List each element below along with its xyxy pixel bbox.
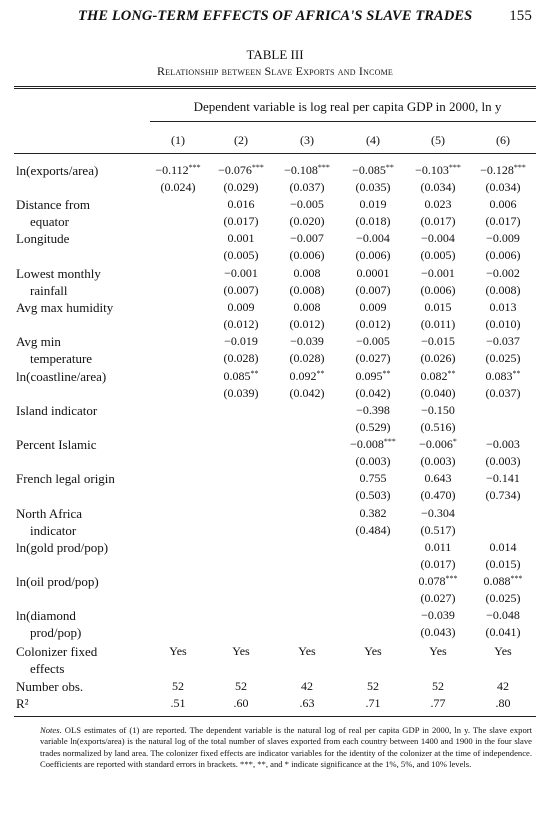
coefficient-cell: 0.0001 xyxy=(356,266,390,280)
coefficient-cell: 0.382 xyxy=(359,506,387,520)
summary-cell: 52 xyxy=(367,679,379,693)
column-header: (2) xyxy=(234,133,248,147)
standard-error-cell: (0.034) xyxy=(420,180,456,194)
coefficient-cell: −0.001 xyxy=(224,266,258,280)
summary-cell: 42 xyxy=(497,679,509,693)
standard-error-cell: (0.029) xyxy=(223,180,259,194)
standard-error-cell: (0.041) xyxy=(485,625,521,639)
standard-error-cell: (0.003) xyxy=(420,454,456,468)
summary-cell: 52 xyxy=(235,679,247,693)
coefficient-cell: −0.009 xyxy=(486,231,520,245)
standard-error-cell: (0.529) xyxy=(355,420,391,434)
row-label: Lowest monthly xyxy=(16,266,101,281)
coefficient-cell: −0.085** xyxy=(352,163,394,177)
standard-error-cell: (0.042) xyxy=(355,386,391,400)
coefficient-cell: −0.398 xyxy=(356,403,390,417)
summary-cell: .77 xyxy=(430,696,446,710)
standard-error-cell: (0.025) xyxy=(485,591,521,605)
column-header: (3) xyxy=(300,133,314,147)
column-header: (4) xyxy=(366,133,380,147)
coefficient-cell: 0.019 xyxy=(359,197,387,211)
standard-error-cell: (0.017) xyxy=(420,557,456,571)
header-rule xyxy=(14,153,536,154)
summary-cell: .71 xyxy=(365,696,381,710)
standard-error-cell: (0.006) xyxy=(485,248,521,262)
standard-error-cell: (0.037) xyxy=(485,386,521,400)
coefficient-cell: −0.128*** xyxy=(480,163,526,177)
standard-error-cell: (0.007) xyxy=(223,283,259,297)
notes-text: OLS estimates of (1) are reported. The dependent variable is the natural log of real per capita GDP in 2000, ln y. The slave export variable ln(exports/area) is the natural log of the total number of slaves exported from each country between 1400 and 1900 in the four slave trades normalized by land area. The colonizer fixed effects are indicator variables for the identity of the colonizer at the time of independence. Coefficients are reported with standard errors in brackets. ***, **, and * indicate significance at the 1%, 5%, and 10% levels. xyxy=(40,725,532,769)
coefficient-cell: −0.039 xyxy=(290,334,324,348)
standard-error-cell: (0.517) xyxy=(420,523,456,537)
coefficient-cell: 0.008 xyxy=(293,300,321,314)
coefficient-cell: 0.082** xyxy=(420,369,456,383)
column-header: (5) xyxy=(431,133,445,147)
standard-error-cell: (0.034) xyxy=(485,180,521,194)
standard-error-cell: (0.005) xyxy=(420,248,456,262)
row-label: Avg max humidity xyxy=(16,300,114,315)
standard-error-cell: (0.006) xyxy=(355,248,391,262)
standard-error-cell: (0.012) xyxy=(289,317,325,331)
coefficient-cell: −0.003 xyxy=(486,437,520,451)
coefficient-cell: −0.006* xyxy=(419,437,457,451)
coefficient-cell: 0.092** xyxy=(289,369,325,383)
coefficient-cell: −0.019 xyxy=(224,334,258,348)
standard-error-cell: (0.470) xyxy=(420,488,456,502)
standard-error-cell: (0.003) xyxy=(485,454,521,468)
coefficient-cell: 0.001 xyxy=(227,231,255,245)
row-label: Colonizer fixed xyxy=(16,644,98,659)
standard-error-cell: (0.012) xyxy=(355,317,391,331)
coefficient-cell: −0.039 xyxy=(421,608,455,622)
summary-cell: Yes xyxy=(494,644,512,658)
summary-cell: Yes xyxy=(298,644,316,658)
coefficient-cell: −0.150 xyxy=(421,403,455,417)
standard-error-cell: (0.042) xyxy=(289,386,325,400)
coefficient-cell: −0.001 xyxy=(421,266,455,280)
coefficient-cell: 0.011 xyxy=(424,540,452,554)
row-label: rainfall xyxy=(30,283,68,298)
coefficient-cell: 0.088*** xyxy=(483,574,523,588)
standard-error-cell: (0.026) xyxy=(420,351,456,365)
standard-error-cell: (0.035) xyxy=(355,180,391,194)
standard-error-cell: (0.018) xyxy=(355,214,391,228)
coefficient-cell: −0.008*** xyxy=(350,437,396,451)
standard-error-cell: (0.516) xyxy=(420,420,456,434)
summary-cell: .60 xyxy=(233,696,249,710)
standard-error-cell: (0.017) xyxy=(223,214,259,228)
coefficient-cell: −0.007 xyxy=(290,231,324,245)
standard-error-cell: (0.017) xyxy=(485,214,521,228)
standard-error-cell: (0.027) xyxy=(420,591,456,605)
standard-error-cell: (0.734) xyxy=(485,488,521,502)
coefficient-cell: −0.005 xyxy=(356,334,390,348)
standard-error-cell: (0.017) xyxy=(420,214,456,228)
top-rule xyxy=(14,86,536,89)
coefficient-cell: 0.095** xyxy=(355,369,391,383)
coefficient-cell: 0.078*** xyxy=(418,574,458,588)
standard-error-cell: (0.020) xyxy=(289,214,325,228)
standard-error-cell: (0.024) xyxy=(160,180,196,194)
row-label: Distance from xyxy=(16,197,91,212)
row-label: ln(oil prod/pop) xyxy=(16,574,99,589)
bottom-rule xyxy=(14,716,536,717)
standard-error-cell: (0.043) xyxy=(420,625,456,639)
standard-error-cell: (0.006) xyxy=(420,283,456,297)
row-label: temperature xyxy=(30,351,93,366)
standard-error-cell: (0.010) xyxy=(485,317,521,331)
coefficient-cell: −0.103*** xyxy=(415,163,461,177)
standard-error-cell: (0.503) xyxy=(355,488,391,502)
coefficient-cell: −0.048 xyxy=(486,608,520,622)
standard-error-cell: (0.040) xyxy=(420,386,456,400)
summary-cell: Yes xyxy=(364,644,382,658)
table-notes xyxy=(40,725,532,770)
coefficient-cell: 0.015 xyxy=(424,300,452,314)
standard-error-cell: (0.012) xyxy=(223,317,259,331)
coefficient-cell: 0.023 xyxy=(424,197,452,211)
coefficient-cell: 0.083** xyxy=(485,369,521,383)
summary-cell: 52 xyxy=(172,679,184,693)
standard-error-cell: (0.007) xyxy=(355,283,391,297)
standard-error-cell: (0.039) xyxy=(223,386,259,400)
coefficient-cell: −0.141 xyxy=(486,471,520,485)
standard-error-cell: (0.015) xyxy=(485,557,521,571)
summary-cell: Yes xyxy=(169,644,187,658)
summary-cell: Yes xyxy=(232,644,250,658)
row-label: effects xyxy=(30,661,65,676)
coefficient-cell: 0.016 xyxy=(227,197,255,211)
coefficient-cell: 0.009 xyxy=(359,300,387,314)
standard-error-cell: (0.025) xyxy=(485,351,521,365)
dependent-variable-header: Dependent variable is log real per capita GDP in 2000, ln y xyxy=(193,99,502,114)
column-header: (6) xyxy=(496,133,510,147)
standard-error-cell: (0.028) xyxy=(223,351,259,365)
coefficient-cell: −0.015 xyxy=(421,334,455,348)
standard-error-cell: (0.037) xyxy=(289,180,325,194)
running-title: THE LONG-TERM EFFECTS OF AFRICA'S SLAVE TRADES xyxy=(78,8,473,24)
standard-error-cell: (0.484) xyxy=(355,523,391,537)
standard-error-cell: (0.028) xyxy=(289,351,325,365)
row-label: ln(gold prod/pop) xyxy=(16,540,109,555)
summary-cell: 52 xyxy=(432,679,444,693)
page-number: 155 xyxy=(509,8,532,24)
coefficient-cell: −0.076*** xyxy=(218,163,264,177)
table-number: TABLE III xyxy=(246,47,304,62)
running-head xyxy=(78,8,532,25)
row-label: North Africa xyxy=(16,506,83,521)
row-label: Longitude xyxy=(16,231,70,246)
coefficient-cell: −0.304 xyxy=(421,506,455,520)
dependent-variable-rule xyxy=(150,121,536,122)
standard-error-cell: (0.008) xyxy=(289,283,325,297)
summary-cell: .51 xyxy=(170,696,186,710)
row-label: R² xyxy=(16,696,29,711)
coefficient-cell: −0.002 xyxy=(486,266,520,280)
coefficient-cell: 0.006 xyxy=(489,197,517,211)
row-label: French legal origin xyxy=(16,471,115,486)
coefficient-cell: −0.037 xyxy=(486,334,520,348)
row-label: Percent Islamic xyxy=(16,437,97,452)
standard-error-cell: (0.027) xyxy=(355,351,391,365)
row-label: equator xyxy=(30,214,69,229)
coefficient-cell: 0.008 xyxy=(293,266,321,280)
standard-error-cell: (0.003) xyxy=(355,454,391,468)
column-header: (1) xyxy=(171,133,185,147)
row-label: ln(exports/area) xyxy=(16,163,99,178)
standard-error-cell: (0.005) xyxy=(223,248,259,262)
row-label: indicator xyxy=(30,523,77,538)
table-caption: Relationship between Slave Exports and Income xyxy=(156,64,394,78)
summary-cell: .63 xyxy=(299,696,315,710)
summary-cell: 42 xyxy=(301,679,313,693)
coefficient-cell: 0.755 xyxy=(359,471,387,485)
row-label: Avg min xyxy=(16,334,61,349)
coefficient-cell: 0.643 xyxy=(424,471,452,485)
coefficient-cell: −0.005 xyxy=(290,197,324,211)
coefficient-cell: 0.009 xyxy=(227,300,255,314)
row-label: prod/pop) xyxy=(30,625,82,640)
coefficient-cell: 0.085** xyxy=(223,369,259,383)
coefficient-cell: −0.112*** xyxy=(155,163,201,177)
row-label: Number obs. xyxy=(16,679,84,694)
summary-cell: .80 xyxy=(495,696,511,710)
standard-error-cell: (0.008) xyxy=(485,283,521,297)
coefficient-cell: −0.004 xyxy=(356,231,390,245)
coefficient-cell: −0.108*** xyxy=(284,163,330,177)
row-label: ln(coastline/area) xyxy=(16,369,107,384)
coefficient-cell: 0.013 xyxy=(489,300,517,314)
standard-error-cell: (0.006) xyxy=(289,248,325,262)
coefficient-cell: −0.004 xyxy=(421,231,455,245)
standard-error-cell: (0.011) xyxy=(420,317,456,331)
notes-label: Notes. xyxy=(40,725,62,735)
coefficient-cell: 0.014 xyxy=(489,540,517,554)
row-label: Island indicator xyxy=(16,403,98,418)
summary-cell: Yes xyxy=(429,644,447,658)
row-label: ln(diamond xyxy=(16,608,76,623)
